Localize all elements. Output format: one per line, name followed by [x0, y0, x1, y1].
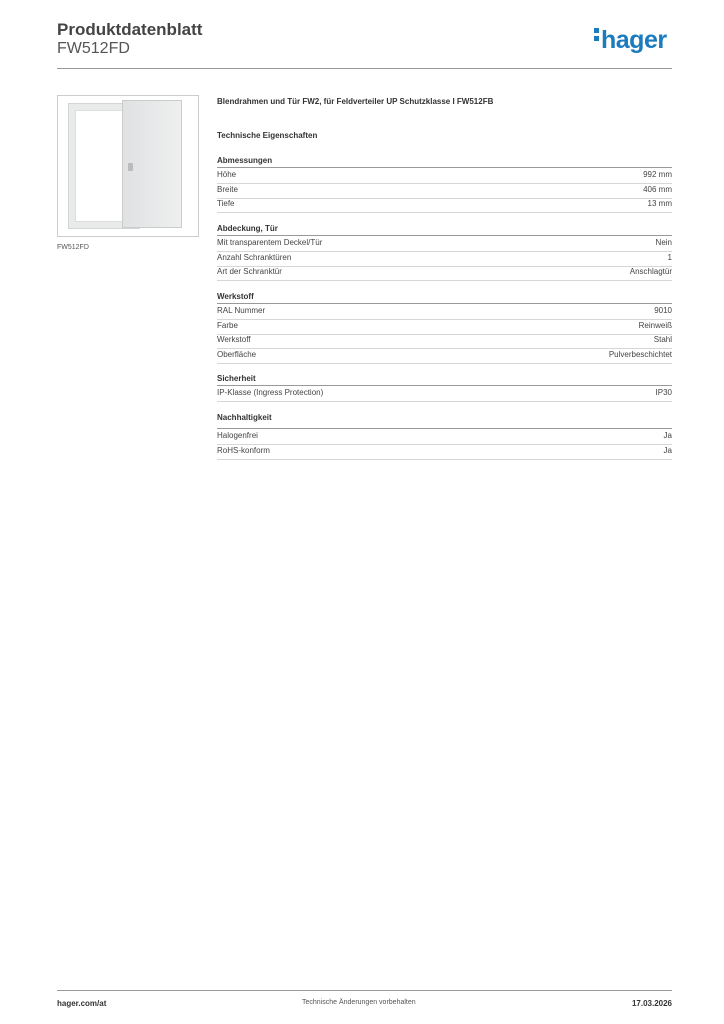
table-row: [217, 198, 672, 213]
row-label: Tiefe: [217, 199, 235, 208]
product-description: Blendrahmen und Tür FW2, für Feldverteiler UP Schutzklasse I FW512FB: [217, 97, 494, 106]
product-image: [57, 95, 199, 237]
row-label: Art der Schranktür: [217, 267, 282, 276]
section-title-abmessungen: Abmessungen: [217, 156, 273, 165]
header-divider: [57, 68, 672, 69]
table-row: [217, 334, 672, 349]
door-illustration: [122, 100, 182, 228]
row-value: 406 mm: [643, 185, 672, 194]
table-row: [217, 445, 672, 460]
table-row: [217, 169, 672, 184]
row-label: Farbe: [217, 321, 238, 330]
page-title: Produktdatenblatt: [57, 20, 203, 39]
lock-icon: [128, 163, 133, 171]
section-rule: [217, 385, 672, 386]
row-label: Mit transparentem Deckel/Tür: [217, 238, 323, 247]
table-row: [217, 184, 672, 199]
row-value: Ja: [663, 446, 672, 455]
row-value: 992 mm: [643, 170, 672, 179]
image-caption: FW512FD: [57, 244, 89, 251]
table-row: [217, 320, 672, 335]
table-row: [217, 305, 672, 320]
section-title-abdeckung: Abdeckung, Tür: [217, 224, 278, 233]
row-label: Höhe: [217, 170, 237, 179]
row-label: Halogenfrei: [217, 431, 258, 440]
row-label: IP-Klasse (Ingress Protection): [217, 388, 324, 397]
row-value: Reinweiß: [638, 321, 672, 330]
row-value: Anschlagtür: [629, 267, 672, 276]
section-title-nachhaltigkeit: Nachhaltigkeit: [217, 413, 272, 422]
product-code: FW512FD: [57, 40, 130, 57]
row-label: Oberfläche: [217, 350, 257, 359]
table-row: [217, 266, 672, 281]
row-value: 9010: [654, 306, 672, 315]
row-label: Werkstoff: [217, 335, 251, 344]
table-row: [217, 430, 672, 445]
hager-logo: [594, 28, 667, 53]
table-row: [217, 237, 672, 252]
row-value: Pulverbeschichtet: [608, 350, 672, 359]
table-row: [217, 252, 672, 267]
logo-dots-icon: [594, 28, 599, 44]
row-value: IP30: [655, 388, 672, 397]
footer-date: 17.03.2026: [631, 999, 672, 1008]
row-value: Ja: [663, 431, 672, 440]
footer-divider: [57, 990, 672, 991]
footer-website: hager.com/at: [57, 999, 107, 1008]
row-value: 13 mm: [647, 199, 672, 208]
logo-text: hager: [601, 26, 667, 54]
section-rule: [217, 303, 672, 304]
table-row: [217, 387, 672, 402]
row-value: Nein: [655, 238, 672, 247]
section-rule: [217, 235, 672, 236]
section-rule: [217, 167, 672, 168]
row-label: Breite: [217, 185, 238, 194]
specs-heading: Technische Eigenschaften: [217, 131, 318, 140]
table-row: [217, 349, 672, 364]
row-label: RoHS-konform: [217, 446, 270, 455]
row-label: RAL Nummer: [217, 306, 266, 315]
row-value: Stahl: [653, 335, 672, 344]
footer-disclaimer: Technische Änderungen vorbehalten: [302, 999, 416, 1006]
row-value: 1: [667, 253, 672, 262]
section-title-sicherheit: Sicherheit: [217, 374, 256, 383]
section-rule: [217, 428, 672, 429]
row-label: Anzahl Schranktüren: [217, 253, 292, 262]
section-title-werkstoff: Werkstoff: [217, 292, 254, 301]
